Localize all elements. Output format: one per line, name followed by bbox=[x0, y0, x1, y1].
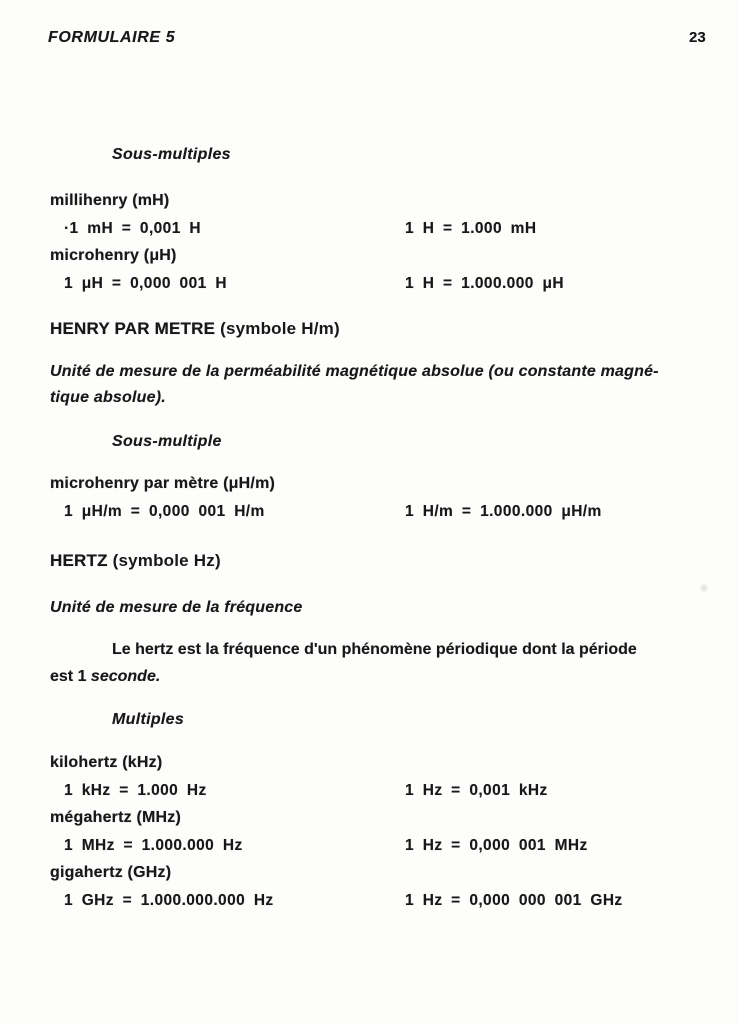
definition-paragraph bbox=[50, 359, 659, 411]
hertz-multiples-block bbox=[50, 749, 738, 914]
conversion-row bbox=[50, 215, 738, 243]
conversion-left: 1 kHz = 1.000 Hz bbox=[64, 781, 207, 799]
conversion-row bbox=[50, 832, 738, 860]
unit-term: microhenry par mètre (μH/m) bbox=[50, 475, 276, 492]
unit-term: gigahertz (GHz) bbox=[50, 864, 172, 881]
conversion-row bbox=[50, 498, 738, 526]
subheading-multiples: Multiples bbox=[112, 711, 185, 728]
heading-main: HERTZ bbox=[50, 551, 108, 570]
section-heading-henry-par-metre bbox=[50, 319, 340, 339]
note-regular: est 1 bbox=[50, 667, 91, 685]
conversion-right: 1 Hz = 0,000 001 MHz bbox=[405, 836, 588, 854]
unit-term: mégahertz (MHz) bbox=[50, 809, 182, 826]
conversion-right: 1 H/m = 1.000.000 μH/m bbox=[405, 502, 602, 520]
unit-term: millihenry (mH) bbox=[50, 192, 170, 209]
conversion-left: 1 GHz = 1.000.000.000 Hz bbox=[64, 891, 274, 909]
note-line: Le hertz est la fréquence d'un phénomène périodique dont la période bbox=[112, 641, 637, 658]
unit-term: kilohertz (kHz) bbox=[50, 754, 163, 771]
note-paragraph bbox=[50, 637, 637, 690]
conversion-left: 1 μH/m = 0,000 001 H/m bbox=[64, 502, 265, 520]
subheading-sous-multiple: Sous-multiple bbox=[112, 433, 222, 450]
page-number: 23 bbox=[689, 29, 706, 46]
conversion-row bbox=[50, 887, 738, 915]
note-line bbox=[50, 664, 637, 691]
henry-submultiples-block bbox=[50, 187, 738, 297]
heading-symbole: (symbole Hz) bbox=[112, 551, 221, 570]
definition-line: Unité de mesure de la perméabilité magnétique absolue (ou constante magné- bbox=[50, 363, 659, 380]
conversion-left: 1 μH = 0,000 001 H bbox=[64, 274, 227, 292]
definition-line: tique absolue). bbox=[50, 389, 166, 406]
conversion-left: ·1 mH = 0,001 H bbox=[64, 219, 202, 237]
definition-term-row bbox=[50, 749, 738, 777]
definition-term-row bbox=[50, 187, 738, 215]
definition-term-row bbox=[50, 859, 738, 887]
running-header-title: FORMULAIRE 5 bbox=[48, 29, 176, 46]
section-heading-hertz bbox=[50, 551, 221, 571]
definition-line: Unité de mesure de la fréquence bbox=[50, 599, 303, 616]
subheading-sous-multiples: Sous-multiples bbox=[112, 146, 231, 163]
definition-term-row bbox=[50, 242, 738, 270]
conversion-right: 1 H = 1.000 mH bbox=[405, 219, 537, 237]
conversion-row bbox=[50, 270, 738, 298]
definition-term-row bbox=[50, 804, 738, 832]
conversion-right: 1 Hz = 0,000 000 001 GHz bbox=[405, 891, 623, 909]
conversion-row bbox=[50, 777, 738, 805]
unit-term: microhenry (μH) bbox=[50, 247, 177, 264]
heading-main: HENRY PAR METRE bbox=[50, 319, 216, 338]
conversion-right: 1 H = 1.000.000 μH bbox=[405, 274, 564, 292]
scan-smudge bbox=[700, 584, 708, 592]
conversion-left: 1 MHz = 1.000.000 Hz bbox=[64, 836, 243, 854]
conversion-right: 1 Hz = 0,001 kHz bbox=[405, 781, 548, 799]
note-italic-word: seconde. bbox=[90, 667, 161, 685]
definition-term-row bbox=[50, 470, 738, 498]
definition-paragraph bbox=[50, 595, 303, 621]
heading-symbole: (symbole H/m) bbox=[220, 319, 340, 338]
henry-par-metre-submultiple-block bbox=[50, 470, 738, 525]
